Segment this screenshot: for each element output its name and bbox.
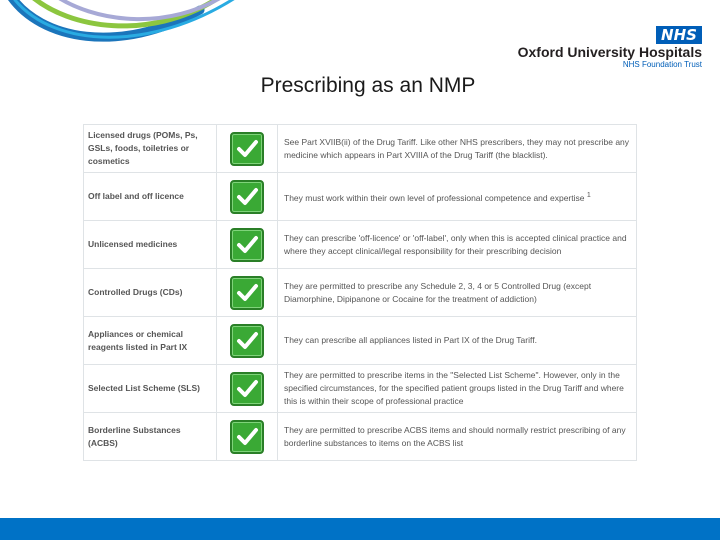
category-cell: Selected List Scheme (SLS) <box>84 365 217 413</box>
prescribing-table <box>83 124 637 484</box>
table-row <box>84 365 637 413</box>
checkmark-icon <box>230 420 264 454</box>
checkmark-icon <box>230 180 264 214</box>
checkmark-icon <box>230 372 264 406</box>
page-title: Prescribing as an NMP <box>260 74 476 97</box>
footer-bar <box>0 518 720 540</box>
permitted-cell <box>217 365 278 413</box>
organization-trust: NHS Foundation Trust <box>622 60 702 69</box>
table-row <box>84 125 637 173</box>
category-cell: Appliances or chemical reagents listed in Part IX <box>84 317 217 365</box>
table-row <box>84 269 637 317</box>
detail-cell: They are permitted to prescribe ACBS items and should normally restrict prescribing of any borderline substances to items on the ACBS list <box>278 413 637 461</box>
detail-cell: They are permitted to prescribe items in the "Selected List Scheme". However, only in the specified circumstances, for the specified patient groups listed in the Drug Tariff and where this is within their scope of professional practice <box>278 365 637 413</box>
nhs-wordmark: NHS <box>656 26 702 44</box>
footnote-marker: 1 <box>586 190 591 199</box>
permitted-cell <box>217 173 278 221</box>
detail-text: They must work within their own level of professional competence and expertise <box>284 192 585 203</box>
permitted-cell <box>217 413 278 461</box>
detail-cell <box>278 173 637 221</box>
permitted-cell <box>217 221 278 269</box>
table-row <box>84 317 637 365</box>
detail-cell: They are permitted to prescribe any Schedule 2, 3, 4 or 5 Controlled Drug (except Diamorphine, Dipipanone or Cocaine for the treatment of addiction) <box>278 269 637 317</box>
table-row <box>84 413 637 461</box>
organization-name: Oxford University Hospitals <box>517 44 702 60</box>
checkmark-icon <box>230 276 264 310</box>
category-cell: Off label and off licence <box>84 173 217 221</box>
detail-cell: They can prescribe 'off-licence' or 'off-label', only when this is accepted clinical practice and where they accept clinical/legal responsibility for their prescribing decision <box>278 221 637 269</box>
decorative-swoosh-graphic <box>0 0 260 75</box>
category-cell: Unlicensed medicines <box>84 221 217 269</box>
table-row <box>84 173 637 221</box>
permitted-cell <box>217 269 278 317</box>
checkmark-icon <box>230 228 264 262</box>
detail-cell: See Part XVIIB(ii) of the Drug Tariff. Like other NHS prescribers, they may not prescribe any medicine which appears in Part XVIIIA of the Drug Tariff (the blacklist). <box>278 125 637 173</box>
category-cell: Borderline Substances (ACBS) <box>84 413 217 461</box>
permitted-cell <box>217 125 278 173</box>
nhs-logo <box>517 26 702 70</box>
checkmark-icon <box>230 324 264 358</box>
permitted-cell <box>217 317 278 365</box>
checkmark-icon <box>230 132 264 166</box>
category-cell: Licensed drugs (POMs, Ps, GSLs, foods, toiletries or cosmetics <box>84 125 217 173</box>
detail-cell: They can prescribe all appliances listed in Part IX of the Drug Tariff. <box>278 317 637 365</box>
table-row <box>84 221 637 269</box>
category-cell: Controlled Drugs (CDs) <box>84 269 217 317</box>
